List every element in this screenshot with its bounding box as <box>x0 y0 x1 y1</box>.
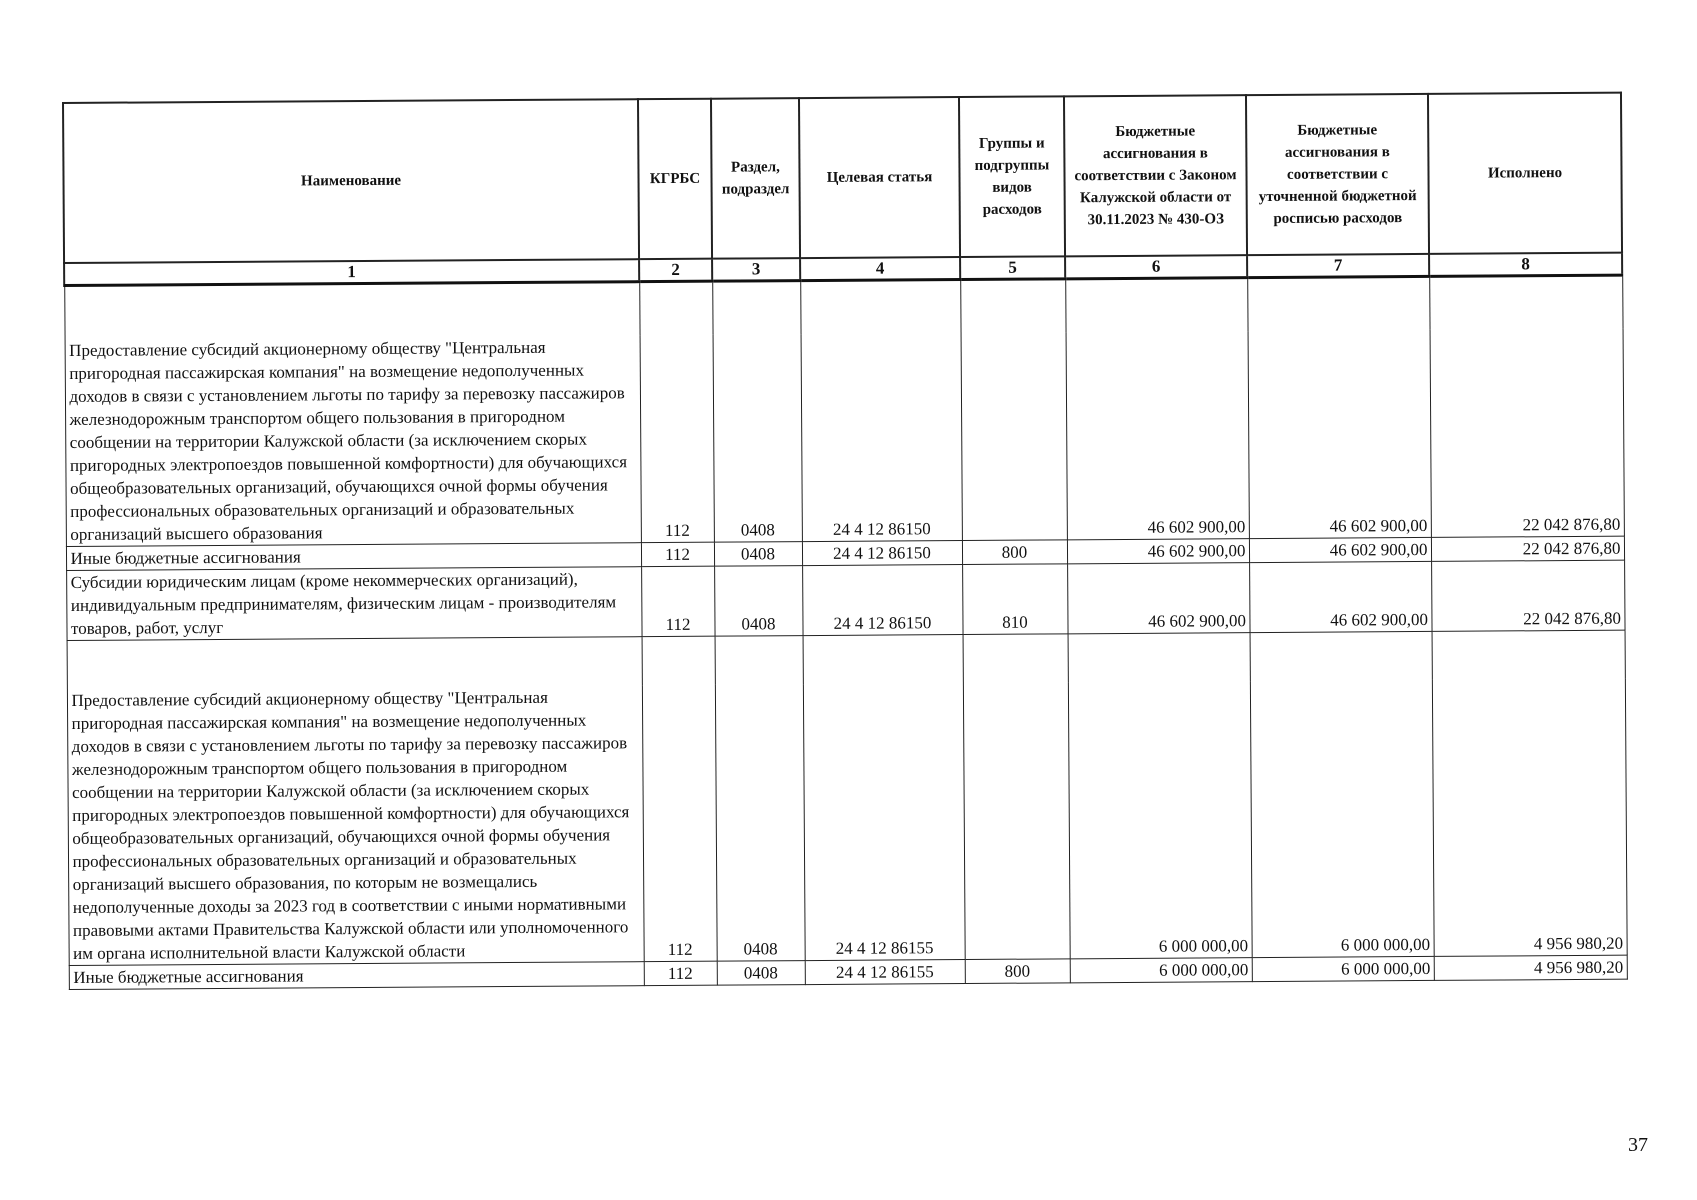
row-group: 800 <box>965 959 1070 984</box>
row-target: 24 4 12 86155 <box>803 683 965 961</box>
row-section: 0408 <box>717 961 805 986</box>
row-law-amount: 46 602 900,00 <box>1066 331 1249 540</box>
header-law: Бюджетные ассигнования в соответствии с Законом Калужской области от 30.11.2023 № 430-ОЗ <box>1064 95 1247 256</box>
row-executed-amount: 22 042 876,80 <box>1430 329 1624 538</box>
row-target: 24 4 12 86150 <box>802 565 962 636</box>
row-name: Предоставление субсидий акционерному обществу "Центральная пригородная пассажирская компания" на возмещение недополученных доходов в связи с установлением льготы по тарифу за перевозку пассажиров железнодорожным транспортом общего пользования в пригородном сообщении на территории Калужской области (за исключением скорых пригородных электропоездов повышенной комфортности) для обучающихся общеобразовательных организаций, обучающихся очной формы обучения профессиональных образовательных организаций и образовательных организаций высшего образования, по которым не возмещались недополученные доходы за 2023 год в соответствии с иными нормативными правовыми актами Правительства Калужской области или уполномоченного им органа исполнительной власти Калужской области <box>67 685 644 965</box>
row-section: 0408 <box>714 566 802 637</box>
row-group <box>961 332 1067 540</box>
row-target: 24 4 12 86150 <box>801 333 962 542</box>
row-executed-amount: 22 042 876,80 <box>1431 536 1624 561</box>
row-group <box>963 682 1070 959</box>
row-target: 24 4 12 86155 <box>805 960 965 985</box>
row-section: 0408 <box>713 334 802 542</box>
row-group: 800 <box>962 540 1067 565</box>
column-number: 3 <box>712 258 800 281</box>
column-number: 1 <box>64 259 639 285</box>
column-number: 7 <box>1247 254 1429 278</box>
row-executed-amount: 4 956 980,20 <box>1434 955 1627 980</box>
row-name: Иные бюджетные ассигнования <box>66 543 641 571</box>
row-kgrbs: 112 <box>640 335 714 543</box>
row-name: Предоставление субсидий акционерному обществу "Центральная пригородная пассажирская компания" на возмещение недополученных доходов в связи с установлением льготы по тарифу за перевозку пассажиров железнодорожным транспортом общего пользования в пригородном сообщении на территории Калужской области (за исключением скорых пригородных электропоездов повышенной комфортности) для обучающихся общеобразовательных организаций, обучающихся очной формы обучения профессиональных образовательных организаций и образовательных организаций высшего образования <box>65 335 641 546</box>
row-refined-amount: 46 602 900,00 <box>1249 561 1431 632</box>
header-executed: Исполнено <box>1428 93 1622 254</box>
column-number: 8 <box>1429 253 1622 277</box>
header-section: Раздел, подраздел <box>711 98 800 259</box>
row-executed-amount: 22 042 876,80 <box>1431 560 1624 631</box>
row-refined-amount: 6 000 000,00 <box>1252 956 1434 981</box>
column-number: 4 <box>800 257 960 281</box>
row-kgrbs: 112 <box>641 542 714 566</box>
row-kgrbs: 112 <box>642 685 717 962</box>
table-row <box>67 679 1627 966</box>
row-name: Иные бюджетные ассигнования <box>69 962 644 990</box>
header-row <box>63 93 1622 263</box>
budget-table-sheet <box>62 92 1626 990</box>
row-name: Субсидии юридическим лицам (кроме некоммерческих организаций), индивидуальным предпринимателям, физическим лицам - производителям товаров, работ, услуг <box>66 567 641 641</box>
row-kgrbs: 112 <box>644 961 717 985</box>
row-law-amount: 46 602 900,00 <box>1067 539 1249 564</box>
row-target: 24 4 12 86150 <box>802 541 962 566</box>
row-section: 0408 <box>715 684 805 961</box>
header-target: Целевая статья <box>799 97 960 258</box>
header-group: Группы и подгруппы видов расходов <box>959 96 1065 257</box>
row-executed-amount: 4 956 980,20 <box>1432 679 1627 957</box>
column-number: 6 <box>1065 255 1247 279</box>
column-number: 5 <box>960 256 1065 279</box>
page-number: 37 <box>1628 1134 1648 1156</box>
row-refined-amount: 46 602 900,00 <box>1248 330 1431 539</box>
budget-table <box>62 92 1628 990</box>
row-law-amount: 6 000 000,00 <box>1070 958 1252 983</box>
row-law-amount: 46 602 900,00 <box>1067 563 1249 634</box>
header-kgrbs: КГРБС <box>638 99 712 259</box>
row-kgrbs: 112 <box>641 566 714 636</box>
column-number: 2 <box>639 259 712 282</box>
row-refined-amount: 6 000 000,00 <box>1250 680 1434 958</box>
table-row <box>65 329 1624 547</box>
table-row <box>66 560 1624 640</box>
row-group: 810 <box>962 564 1067 635</box>
header-refined: Бюджетные ассигнования в соответствии с уточненной бюджетной росписью расходов <box>1246 94 1429 255</box>
row-section: 0408 <box>714 542 802 567</box>
row-refined-amount: 46 602 900,00 <box>1249 537 1431 562</box>
row-law-amount: 6 000 000,00 <box>1068 681 1252 959</box>
header-name: Наименование <box>63 99 639 263</box>
